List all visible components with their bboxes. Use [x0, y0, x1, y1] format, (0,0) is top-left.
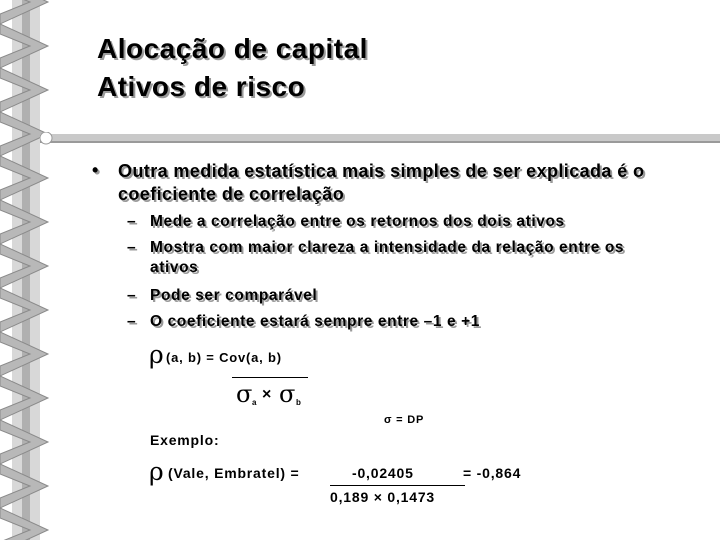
example-label: Exemplo: [150, 432, 220, 448]
subitem-marker: – [127, 213, 137, 230]
sigma-a: σ [236, 380, 253, 408]
example-result: = -0,864 [463, 465, 522, 481]
subitem-text: Mostra com maior clareza a intensidade da relação entre os ativos [150, 239, 625, 276]
fraction-bar [330, 485, 465, 486]
decorative-binding [0, 0, 60, 540]
sigma-a-subscript: a [252, 398, 257, 407]
subitem-text: Mede a correlação entre os retornos dos dois ativos [150, 213, 565, 230]
example-lhs: (Vale, Embratel) = [168, 465, 300, 481]
subitem-marker: – [127, 313, 137, 330]
subitem-marker: – [127, 287, 137, 304]
subitem-marker: – [127, 239, 137, 256]
rho-symbol: ρ [149, 340, 164, 369]
subitem-text: Pode ser comparável [150, 287, 318, 304]
bullet-marker: • [92, 160, 99, 180]
sigma-b-subscript: b [296, 398, 301, 407]
sigma-note: σ = DP [384, 414, 425, 426]
fraction-bar [232, 377, 308, 378]
sigma-b: σ [279, 380, 296, 408]
rho-symbol: ρ [149, 457, 164, 486]
example-denominator: 0,189 × 0,1473 [330, 489, 436, 505]
page-title-line-2: Ativos de risco [97, 71, 306, 102]
title-divider [40, 132, 720, 146]
formula-numerator: (a, b) = Cov(a, b) [166, 350, 282, 365]
example-numerator: -0,02405 [352, 465, 414, 481]
times-sign: × [262, 386, 273, 403]
subitem-text: O coeficiente estará sempre entre –1 e +1 [150, 313, 481, 330]
bullet-text: Outra medida estatística mais simples de ser explicada é o coeficiente de correlação [118, 161, 645, 204]
page-title-line-1: Alocação de capital [97, 33, 368, 64]
